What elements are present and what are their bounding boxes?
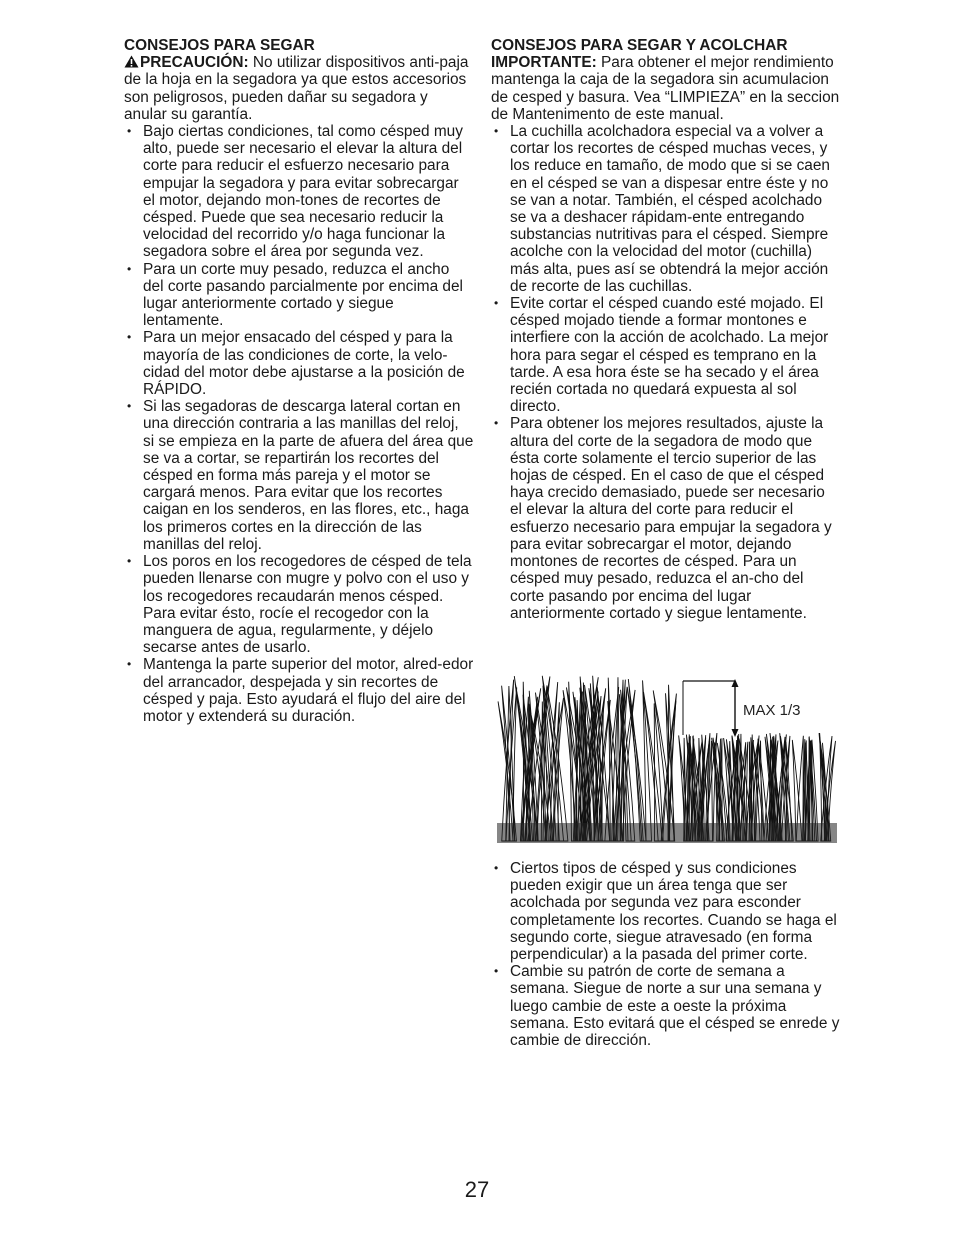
important-paragraph (491, 54, 841, 123)
page-number: 27 (464, 1177, 490, 1202)
grass-blades-illustration (497, 676, 837, 843)
list-item: • Los poros en los recogedores de césped de tela pueden llenarse con mugre y polvo con el uso y los recogedores recaudarán menos césped. Para evitar ésto, rocíe el recogedor con la manguera de agua, regularmente, y déjelo secarse antes de usarlo. (124, 553, 474, 656)
list-item: • Si las segadoras de descarga lateral cortan en una dirección contraria a las manillas del reloj, si se empieza en la parte de afuera del área que se va a cortar, se repartirán los recortes del césped en forma más pareja y el motor se cargará menos. Para evitar que los recortes caigan en los senderos, en las flores, etc., haga los primeros cortes en la dirección de las manillas del reloj. (124, 398, 474, 553)
list-item: • Evite cortar el césped cuando esté mojado. El césped mojado tiende a formar montones e interfiere con la acción de acolchado. La mejor hora para segar el césped es temprano en la tarde. A esa hora éste se ha secado y el área recién cortada no quedará expuesta al sol directo. (491, 295, 841, 415)
important-text: Para obtener el mejor rendimiento mantenga la caja de la segadora sin acumulacion de cesped y basura. Vea “LIMPIEZA” en la seccion de Mantenimento de este manual. (491, 54, 840, 123)
right-bullet-list-lower (491, 860, 841, 1049)
warning-icon (124, 55, 139, 68)
list-item: • Para un mejor ensacado del césped y para la mayoría de las condiciones de corte, la velo-cidad del motor debe ajustarse a la posición de RÁPIDO. (124, 329, 474, 398)
section-heading-consejos-para-segar: CONSEJOS PARA SEGAR (124, 37, 315, 54)
list-item: • Cambie su patrón de corte de semana a semana. Siegue de norte a sur una semana y luego cambie de este a oeste la próxima semana. Esto evitará que el césped se enrede y cambie de dirección. (491, 963, 841, 1049)
grass-cut-height-figure (497, 673, 837, 843)
important-label: IMPORTANTE: (491, 54, 597, 72)
ground-shadow (497, 823, 837, 843)
list-item: • Mantenga la parte superior del motor, alred-edor del arrancador, despejada y sin recortes de césped y paja. Esto ayudará el flujo del aire del motor y extenderá su duración. (124, 656, 474, 725)
left-column (124, 37, 474, 725)
caution-paragraph (124, 54, 474, 123)
list-item: • Para obtener los mejores resultados, ajuste la altura del corte de la segadora de modo que ésta corte solamente el tercio superior de las hojas de césped. En el caso de que el césped haya crecido demasiado, puede ser necesario el elevar la altura del corte para reducir el esfuerzo necesario para empujar la segadora y para evitar sobrecargar el motor, dejando montones de recortes de césped. Para un césped muy pesado, reduzca el an-cho del corte pasando por encima del lugar anteriormente cortado y siegue lentamente. (491, 415, 841, 621)
list-item: • Ciertos tipos de césped y sus condiciones pueden exigir que un área tenga que ser acolchada por segunda vez para esconder completamente los recortes. Cuando se haga el segundo corte, siegue atravesado (en forma perpendicular) a la pasada del primer corte. (491, 860, 841, 963)
right-column-lower (491, 860, 841, 1049)
right-column (491, 37, 841, 622)
left-bullet-list (124, 123, 474, 725)
arrow-up-icon (732, 679, 739, 687)
right-bullet-list (491, 123, 841, 622)
grass-blade (569, 682, 575, 841)
list-item: • Para un corte muy pesado, reduzca el ancho del corte pasando parcialmente por encima del lugar anteriormente cortado y siegue lentamente. (124, 261, 474, 330)
section-heading-segar-y-acolchar: CONSEJOS PARA SEGAR Y ACOLCHAR (491, 37, 788, 54)
caution-text: No utilizar dispositivos anti-paja de la hoja en la segadora ya que estos accesorios son peligrosos, pueden dañar su segadora y anular su garantía. (124, 54, 469, 123)
caution-label: PRECAUCIÓN: (140, 54, 249, 72)
list-item: • Bajo ciertas condiciones, tal como césped muy alto, puede ser necesario el elevar la altura del corte para reducir el esfuerzo necesario para empujar la segadora y para evitar sobrecargar el motor, dejando mon-tones de recortes de césped. Puede que sea necesario reducir la velocidad del recorrido y/o haga funcionar la segadora sobre el área por segunda vez. (124, 123, 474, 261)
max-one-third-label: MAX 1/3 (743, 702, 801, 719)
list-item: • La cuchilla acolchadora especial va a volver a cortar los recortes de césped muchas veces, y los reduce en tamaño, de modo que si se caen en el césped se van a dispesar entre éste y no se van a notar. También, el césped acolchado se va a deshacer rápidam-ente entregando substancias nutritivas para el césped. Siempre acolche con la velocidad del motor (cuchilla) más alta, pues así se obtendrá la mejor acción de recorte de las cuchillas. (491, 123, 841, 295)
